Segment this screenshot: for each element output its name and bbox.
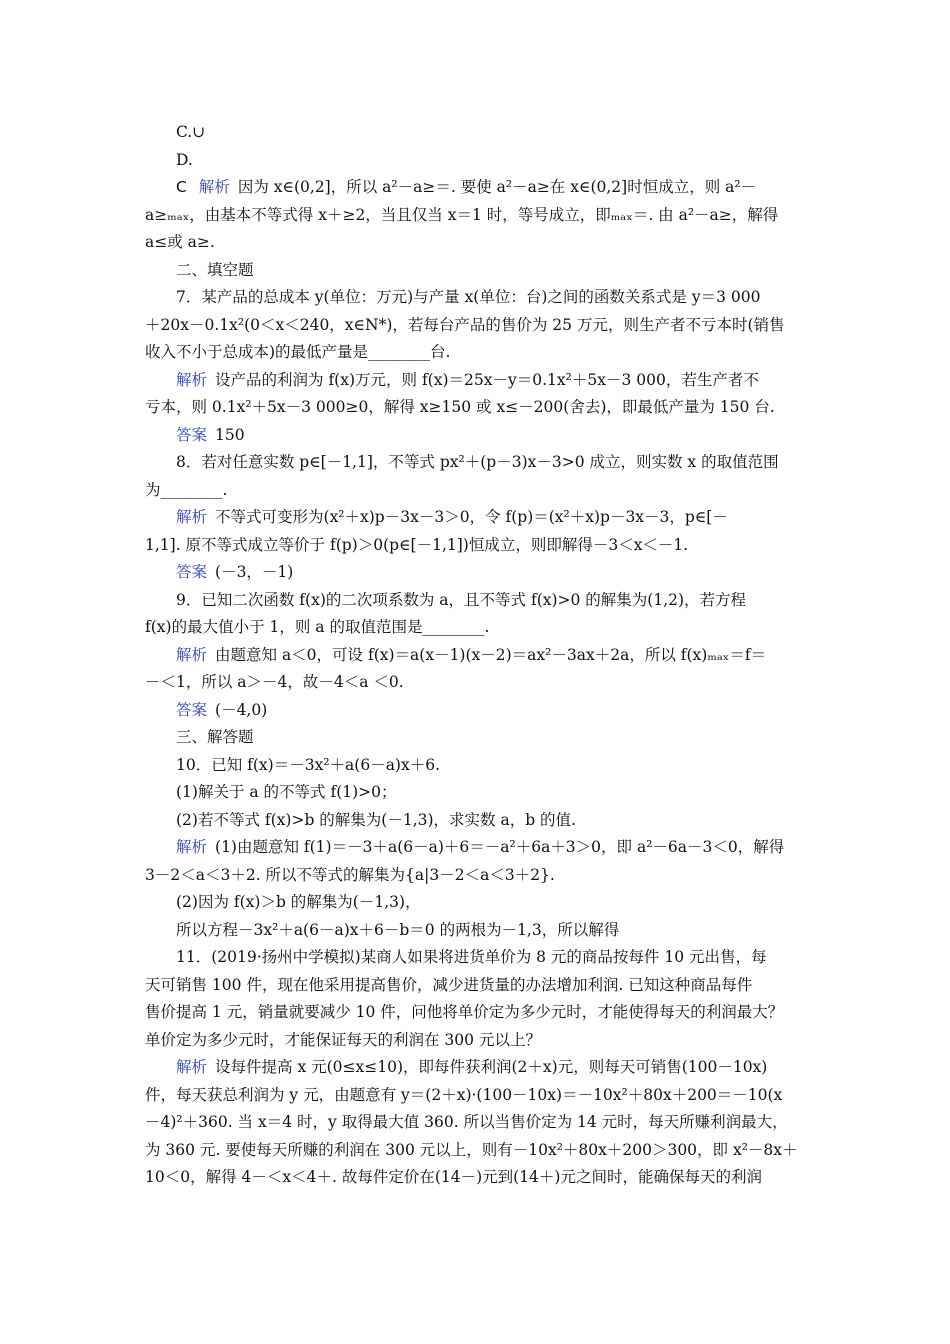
solution-text: 因为 x∈(0,2]，所以 a²－a≥＝. 要使 a²－a≥在 x∈(0,2]时恒成立，则 a²－ — [237, 178, 757, 196]
document-body — [145, 119, 810, 1192]
solution-text: a≤或 a≥. — [145, 233, 215, 251]
solution-text: 件，每天获总利润为 y 元，由题意有 y＝(2＋x)·(100－10x)＝－10x²＋80x＋200＝－10(x — [145, 1085, 783, 1104]
question-8: 8．若对任意实数 p∈[－1,1]，不等式 px²＋(p－3)x－3>0 成立，则实数 x 的取值范围 — [176, 453, 779, 471]
option-d: D. — [176, 150, 193, 169]
q7-answer-line — [145, 422, 810, 450]
question-9-cont: f(x)的最大值小于 1，则 a 的取值范围是________. — [145, 618, 490, 636]
question-10-part-1: (1)解关于 a 的不等式 f(1)>0； — [176, 783, 397, 801]
option-c: C.∪ — [176, 123, 206, 141]
question-11-cont: 售价提高 1 元，销量就要减少 10 件，问他将单价定为多少元时，才能使得每天的利润最大？ — [145, 1003, 784, 1021]
q6-solution-line — [145, 174, 810, 202]
question-10: 10．已知 f(x)＝－3x²＋a(6－a)x＋6. — [176, 755, 441, 774]
q8-solution-line — [145, 504, 810, 532]
solution-label: 解析 — [198, 178, 230, 196]
answer-label: 答案 — [176, 425, 208, 444]
solution-text: 设每件提高 x 元(0≤x≤10)，即每件获利润(2＋x)元，则每天可销售(100－10x) — [215, 1058, 768, 1076]
q9-solution-line — [145, 642, 810, 670]
question-10-part-2: (2)若不等式 f(x)>b 的解集为(－1,3)，求实数 a，b 的值. — [176, 810, 576, 829]
solution-text: 不等式可变形为(x²＋x)p－3x－3＞0，令 f(p)＝(x²＋x)p－3x－3，p∈[－ — [215, 508, 728, 526]
answer-text: (－3，－1) — [215, 563, 294, 581]
question-11-cont: 单价定为多少元时，才能保证每天的利润在 300 元以上？ — [145, 1030, 541, 1049]
q7-solution-line — [145, 367, 810, 395]
solution-label: 解析 — [176, 370, 208, 389]
solution-label: 解析 — [176, 1058, 208, 1076]
question-11: 11．(2019·扬州中学模拟)某商人如果将进货单价为 8 元的商品按每件 10 元出售，每 — [176, 948, 767, 966]
solution-text: 所以方程－3x²＋a(6－a)x＋6－b＝0 的两根为－1,3，所以解得 — [176, 920, 620, 939]
solution-label: 解析 — [176, 645, 208, 664]
question-8-cont: 为________. — [145, 480, 228, 499]
q9-answer-line — [145, 697, 810, 725]
solution-text: (1)由题意知 f(1)＝－3＋a(6－a)＋6＝－a²＋6a＋3＞0，即 a²－6a－3＜0，解得 — [215, 838, 785, 856]
solution-text: 3－2＜a＜3＋2. 所以不等式的解集为{a|3－2＜a＜3＋2}. — [145, 865, 555, 884]
question-7-cont: 收入不小于总成本)的最低产量是________台. — [145, 343, 451, 361]
solution-text: 亏本，则 0.1x²＋5x－3 000≥0，解得 x≥150 或 x≤－200(舍去)，即最低产量为 150 台. — [145, 398, 775, 416]
solution-text: 1,1]. 原不等式成立等价于 f(p)＞0(p∈[－1,1])恒成立，则即解得－3＜x＜－1. — [145, 535, 689, 554]
question-7-cont: ＋20x－0.1x²(0＜x＜240，x∈N*)，若每台产品的售价为 25 万元，则生产者不亏本时(销售 — [145, 315, 785, 334]
q10-solution-line — [145, 834, 810, 862]
solution-text: a≥ₘₐₓ，由基本不等式得 x＋≥2，当且仅当 x＝1 时，等号成立，即ₘₐₓ＝. 由 a²－a≥，解得 — [145, 205, 779, 224]
answer-text: (－4,0) — [215, 700, 268, 719]
solution-label: 解析 — [176, 508, 208, 526]
q11-solution-line — [145, 1054, 810, 1082]
answer-label: 答案 — [176, 700, 208, 719]
solution-text: －4)²＋360. 当 x＝4 时，y 取得最大值 360. 所以当售价定为 14 元时，每天所赚利润最大， — [145, 1113, 788, 1131]
question-9: 9．已知二次函数 f(x)的二次项系数为 a，且不等式 f(x)>0 的解集为(1,2)，若方程 — [176, 590, 747, 609]
solution-text: 为 360 元. 要使每天所赚的利润在 300 元以上，则有－10x²＋80x＋200＞300，即 x²－8x＋ — [145, 1140, 798, 1159]
question-7: 7．某产品的总成本 y(单位：万元)与产量 x(单位：台)之间的函数关系式是 y＝3 000 — [176, 288, 761, 306]
solution-label: 解析 — [176, 838, 208, 856]
solution-text: (2)因为 f(x)＞b 的解集为(－1,3)， — [176, 893, 421, 911]
section-heading-answer: 三、解答题 — [176, 728, 254, 746]
section-heading-fill-blank: 二、填空题 — [176, 260, 254, 279]
q8-answer-line — [145, 559, 810, 587]
solution-text: 由题意知 a＜0，可设 f(x)＝a(x－1)(x－2)＝ax²－3ax＋2a，所以 f(x)ₘₐₓ＝f＝ — [215, 645, 767, 664]
solution-text: 10＜0，解得 4－＜x＜4＋. 故每件定价在(14－)元到(14＋)元之间时，能确保每天的利润 — [145, 1168, 762, 1186]
answer-text: 150 — [215, 425, 245, 444]
solution-text: －＜1，所以 a＞－4，故－4＜a ＜0. — [145, 673, 404, 691]
q6-answer-letter: C — [176, 178, 187, 196]
question-11-cont: 天可销售 100 件，现在他采用提高售价，减少进货量的办法增加利润. 已知这种商品每件 — [145, 975, 753, 994]
answer-label: 答案 — [176, 563, 208, 581]
solution-text: 设产品的利润为 f(x)万元，则 f(x)＝25x－y＝0.1x²＋5x－3 000，若生产者不 — [215, 370, 759, 389]
